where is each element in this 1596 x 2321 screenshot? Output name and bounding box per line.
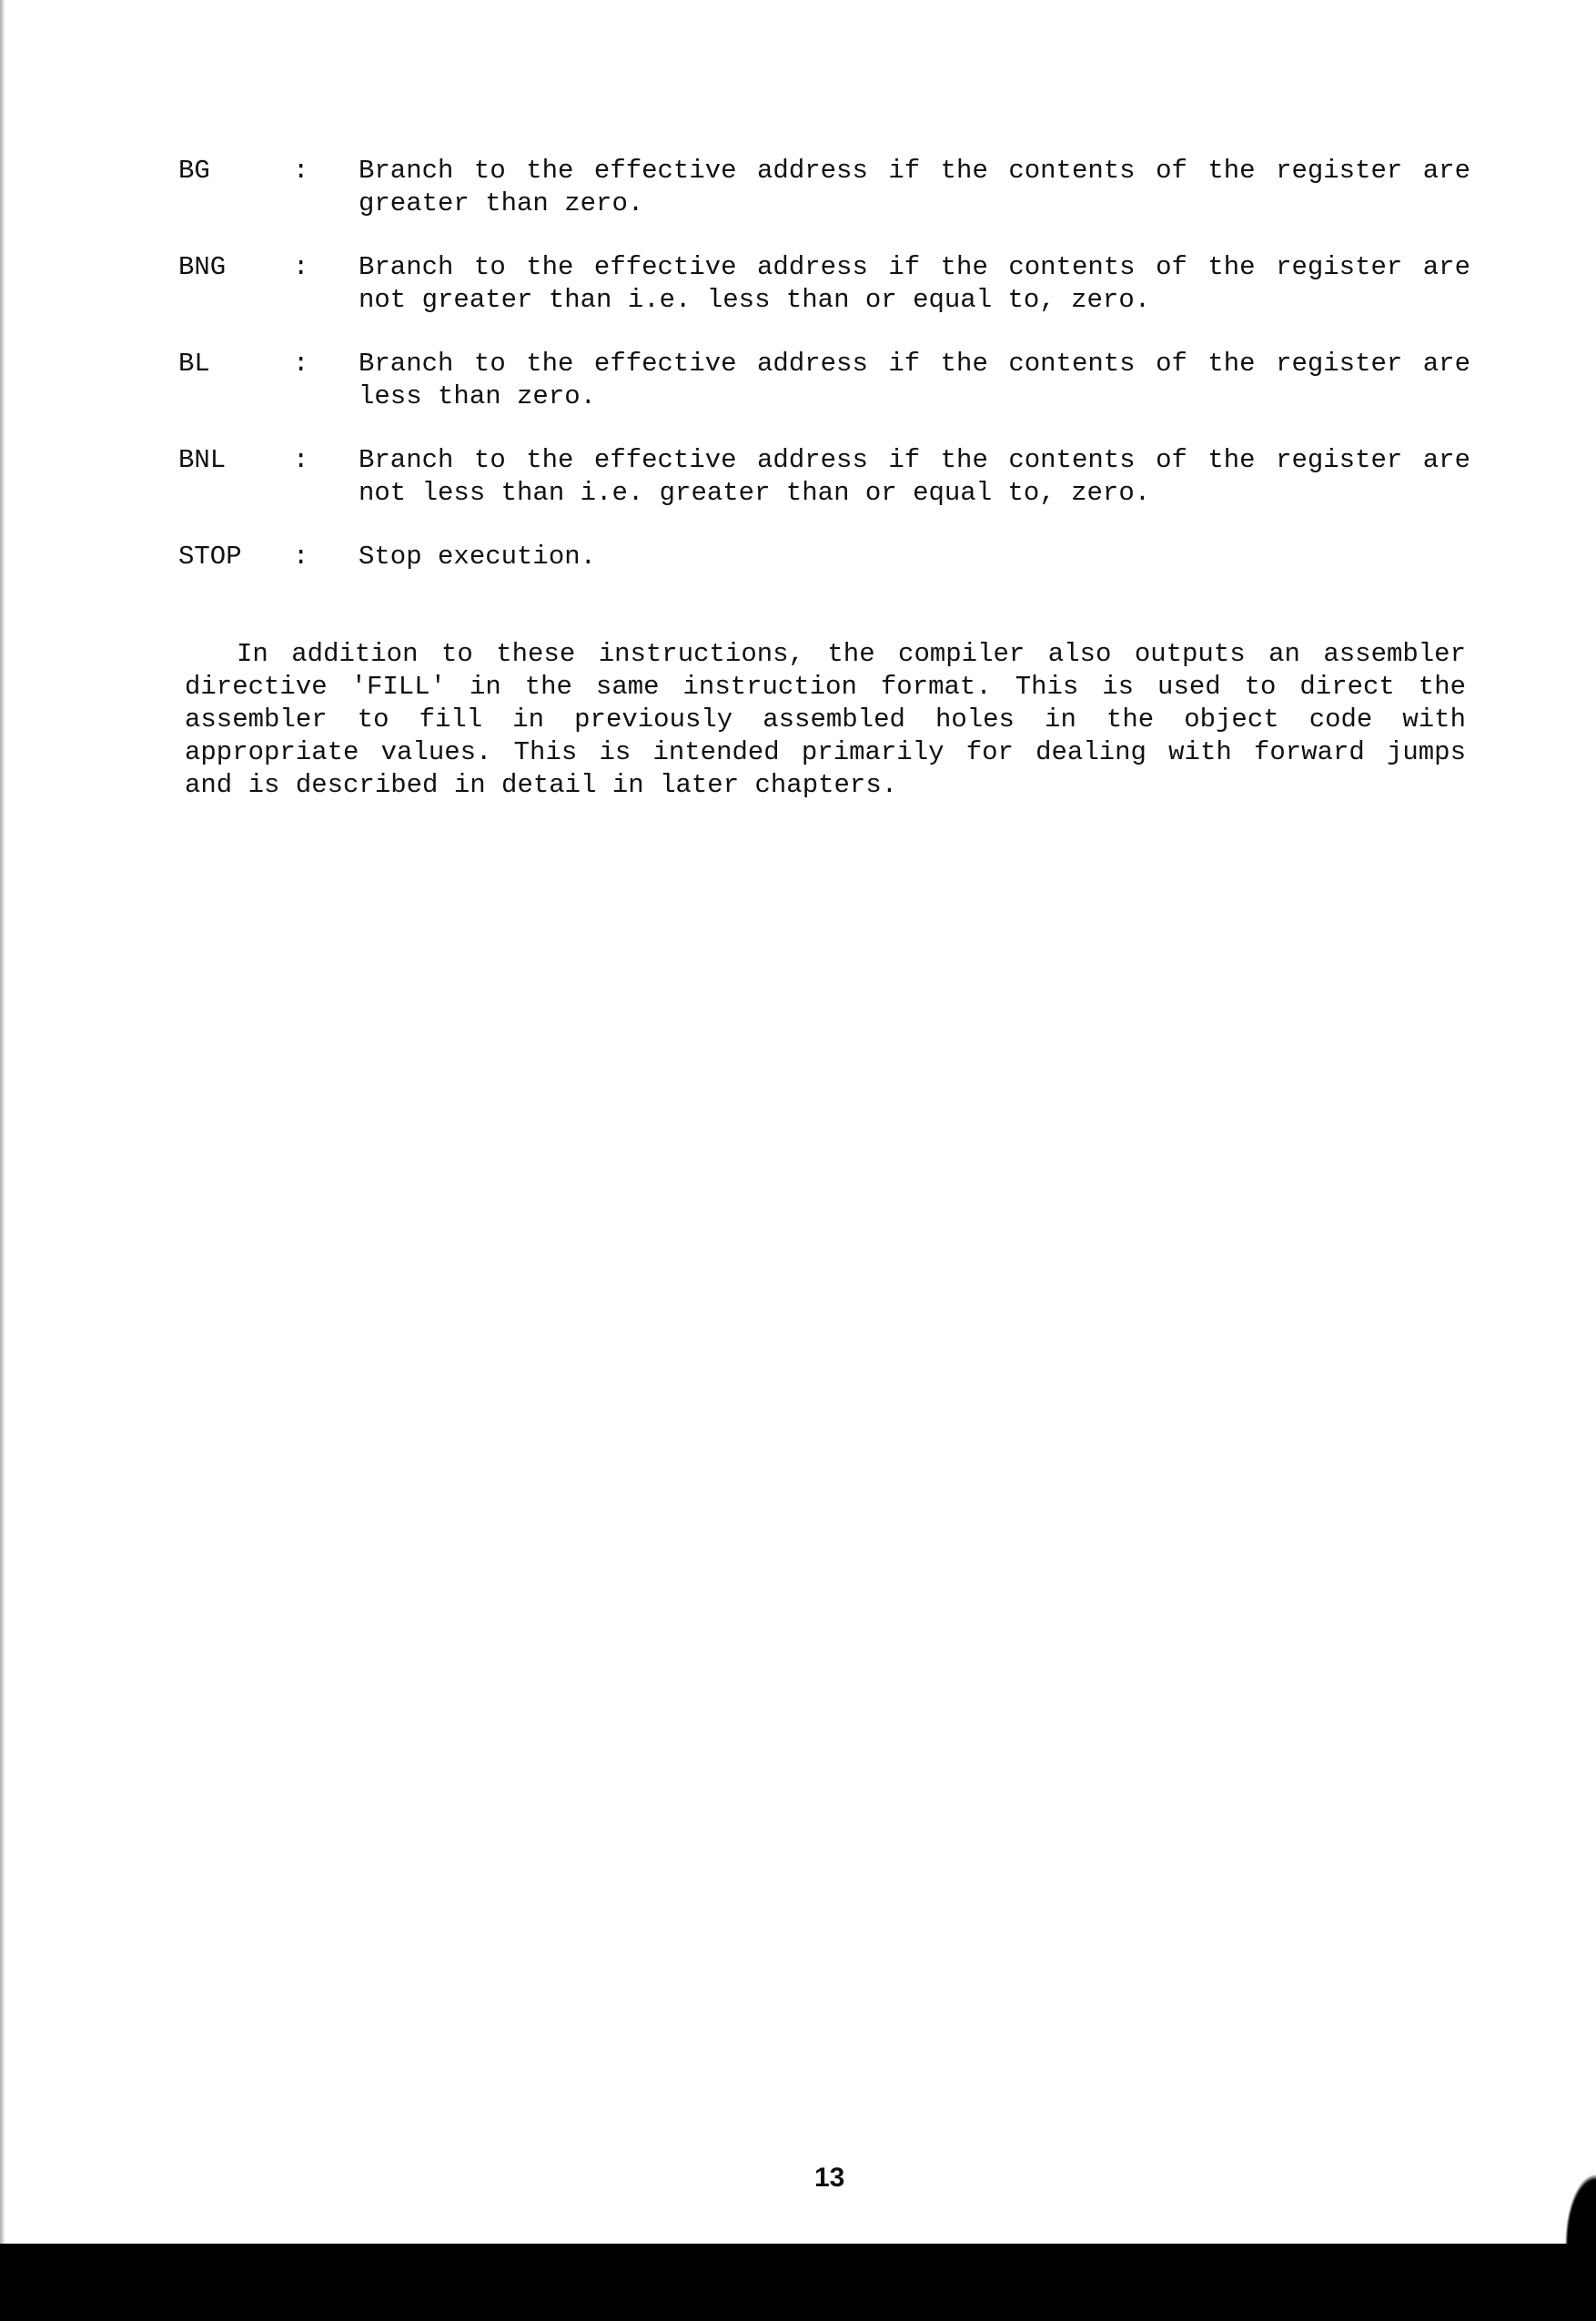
body-paragraph: In addition to these instructions, the compiler also outputs an assembler directive 'FILL' in the same instruction format. This is used to direct the assembler to fill in previously assembled holes in the object code with appropriate values. This is intended primarily for dealing with forward jumps and is described in detail in later chapters. [185,639,1466,800]
definition-term: BNG [178,252,227,282]
instruction-definition-list [178,155,1470,604]
definition-term: BG [178,156,210,186]
definition-description: Branch to the effective address if the contents of the register are not less than i.e. greater than or equal to, zero. [359,445,1470,508]
definition-bng [178,251,1470,317]
definition-stop [178,541,1470,573]
scan-bottom-band [0,2244,1596,2321]
definition-term: STOP [178,542,242,572]
definition-bg [178,155,1470,220]
definition-description: Stop execution. [359,542,597,572]
page-number: 13 [814,2163,845,2193]
definition-description: Branch to the effective address if the contents of the register are less than zero. [359,349,1470,411]
definition-term: BNL [178,445,227,475]
definition-separator: : [293,252,309,282]
definition-bnl [178,444,1470,510]
page-corner-shadow [1560,2162,1596,2244]
definition-term: BL [178,349,210,379]
definition-separator: : [293,542,309,572]
scan-left-edge [0,0,5,2244]
definition-description: Branch to the effective address if the contents of the register are greater than zero. [359,156,1470,218]
definition-description: Branch to the effective address if the contents of the register are not greater than i.e. less than or equal to, zero. [359,252,1470,315]
definition-bl [178,348,1470,413]
definition-separator: : [293,349,309,379]
definition-separator: : [293,156,309,186]
definition-separator: : [293,445,309,475]
